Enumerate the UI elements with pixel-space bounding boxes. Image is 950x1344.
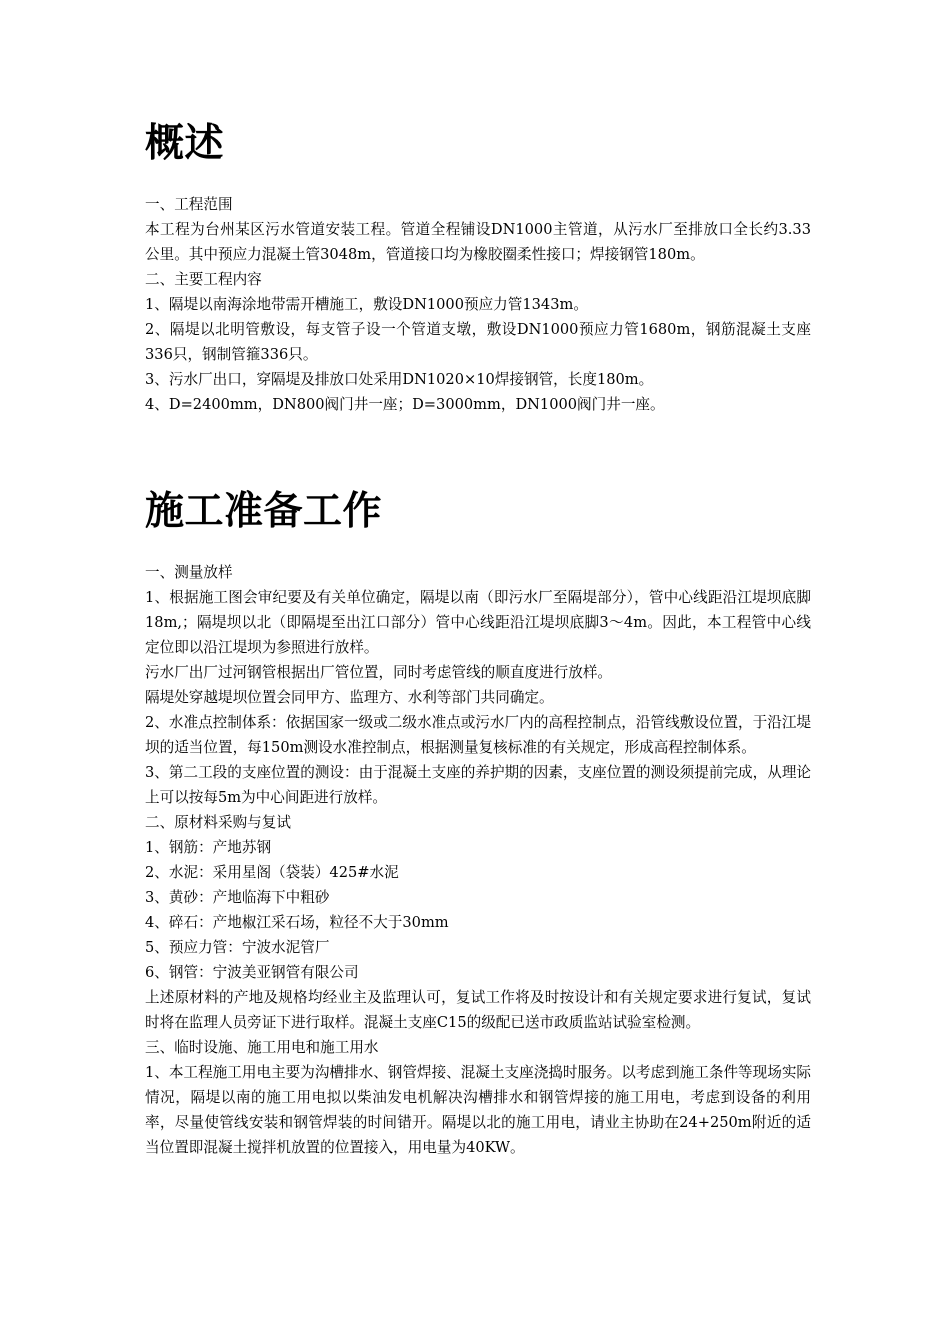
list-item: 2、隔堤以北明管敷设，每支管子设一个管道支墩，敷设DN1000预应力管1680m，钢筋混凝土支座336只，钢制管箍336只。 bbox=[145, 321, 811, 363]
paragraph: 3、第二工段的支座位置的测设：由于混凝土支座的养护期的因素，支座位置的测设须提前完成，从理论上可以按每5m为中心间距进行放样。 bbox=[145, 764, 812, 806]
list-item: 6、钢管：宁波美亚钢管有限公司 bbox=[145, 964, 359, 981]
paragraph: 1、本工程施工用电主要为沟槽排水、钢管焊接、混凝土支座浇捣时服务。以考虑到施工条件等现场实际情况，隔堤以南的施工用电拟以柴油发电机解决沟槽排水和钢管焊接的施工用电，考虑到设备的利用率，尽量使管线安装和钢管焊装的时间错开。隔堤以北的施工用电，请业主协助在24+250m附近的适当位置即混凝土搅拌机放置的位置接入，用电量为40KW。 bbox=[145, 1064, 812, 1156]
subheading-temporary-facilities: 三、临时设施、施工用电和施工用水 bbox=[145, 1039, 379, 1056]
section-title-overview: 概述 bbox=[145, 121, 225, 166]
paragraph: 2、水准点控制体系：依据国家一级或二级水准点或污水厂内的高程控制点，沿管线敷设位置，于沿江堤坝的适当位置，每150m测设水准控制点，根据测量复核标准的有关规定，形成高程控制体系。 bbox=[145, 714, 812, 756]
paragraph: 1、根据施工图会审纪要及有关单位确定，隔堤以南（即污水厂至隔堤部分），管中心线距沿江堤坝底脚18m,；隔堤坝以北（即隔堤至出江口部分）管中心线距沿江堤坝底脚3～4m。因此，本工程管中心线定位即以沿江堤坝为参照进行放样。 bbox=[145, 589, 811, 656]
subheading-materials: 二、原材料采购与复试 bbox=[145, 814, 291, 831]
paragraph: 上述原材料的产地及规格均经业主及监理认可，复试工作将及时按设计和有关规定要求进行复试，复试时将在监理人员旁证下进行取样。混凝土支座C15的级配已送市政质监站试验室检测。 bbox=[145, 989, 811, 1031]
section-body-preparation bbox=[145, 560, 811, 1160]
paragraph: 本工程为台州某区污水管道安装工程。管道全程铺设DN1000主管道，从污水厂至排放口全长约3.33 公里。其中预应力混凝土管3048m，管道接口均为橡胶圈柔性接口；焊接钢管180m。 bbox=[145, 221, 811, 263]
section-title-preparation: 施工准备工作 bbox=[145, 489, 383, 534]
list-item: 3、黄砂：产地临海下中粗砂 bbox=[145, 889, 330, 906]
list-item: 2、水泥：采用星阁（袋装）425#水泥 bbox=[145, 864, 399, 881]
list-item: 3、污水厂出口，穿隔堤及排放口处采用DN1020×10焊接钢管，长度180m。 bbox=[145, 371, 654, 388]
subheading-main-works: 二、主要工程内容 bbox=[145, 271, 262, 288]
section-body-overview bbox=[145, 192, 811, 417]
paragraph: 隔堤处穿越堤坝位置会同甲方、监理方、水利等部门共同确定。 bbox=[145, 689, 554, 706]
subheading-survey: 一、测量放样 bbox=[145, 564, 233, 581]
subheading-project-scope: 一、工程范围 bbox=[145, 196, 233, 213]
list-item: 5、预应力管：宁波水泥管厂 bbox=[145, 939, 330, 956]
list-item: 4、碎石：产地椒江采石场，粒径不大于30mm bbox=[145, 914, 449, 931]
list-item: 1、隔堤以南海涂地带需开槽施工，敷设DN1000预应力管1343m。 bbox=[145, 296, 588, 313]
list-item: 1、钢筋：产地苏钢 bbox=[145, 839, 272, 856]
paragraph: 污水厂出厂过河钢管根据出厂管位置，同时考虑管线的顺直度进行放样。 bbox=[145, 664, 613, 681]
list-item: 4、D=2400mm，DN800阀门井一座；D=3000mm，DN1000阀门井一座。 bbox=[145, 396, 665, 413]
